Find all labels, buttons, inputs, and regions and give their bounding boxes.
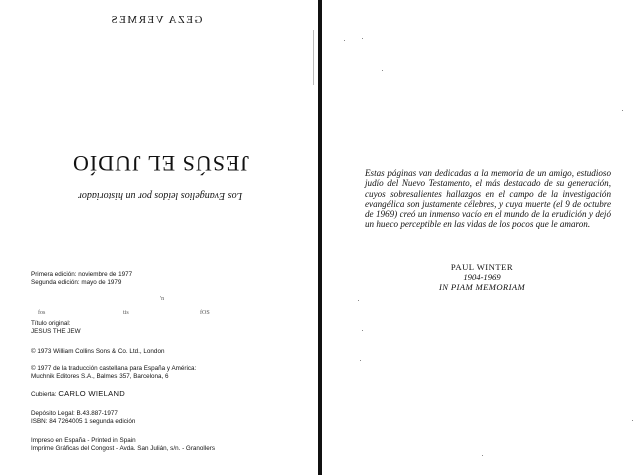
right-page [322,0,638,475]
printer: Imprime Gráficas del Congost - Avda. San Julián, s/n. - Granollers [31,444,215,452]
scan-speck [344,40,345,41]
cover-credit [31,390,125,399]
signature-name: PAUL WINTER [450,262,514,272]
stray-mark: fos [38,310,46,316]
scan-speck [358,300,359,301]
printed-in: Impreso en España - Printed in Spain [31,437,136,444]
book-title-inverted: JESÚS EL JUDÍO [71,151,249,176]
author-name-mirrored: GEZA VERMES [109,14,203,26]
signature-years: 1904-1969 [463,272,501,282]
left-page [0,0,318,475]
scan-speck [622,110,623,111]
dedication-text: Estas páginas van dedicadas a la memoria de un amigo, estudioso judío del Nuevo Testamento, el más destacado de su generación, cuyos sobresalientes hallazgos en el campo de la investigación evangélica son justamente célebres, y cuya muerte (el 9 de octubre de 1969) creó un inmenso vacío en el mundo de la erudición y dejó un hueco perceptible en las vidas de los pocos que le amaron. [365,168,611,230]
original-title-label: Título original: [31,320,71,327]
scan-speck [362,330,363,331]
legal-info [31,410,135,426]
book-subtitle-inverted: Los Evangelios leídos por un historiador [77,190,243,201]
isbn: ISBN: 84 7264005 1 segunda edición [31,417,136,425]
printer-info [31,437,215,453]
signature-memoriam: IN PIAM MEMORIAM [438,282,526,292]
scan-speck [382,70,383,71]
stray-mark: tis [123,310,129,316]
legal-deposit: Depósito Legal: B.43.887-1977 [31,410,118,417]
scan-speck [632,420,633,421]
original-title-block [31,320,81,336]
stray-mark: 'n [160,296,165,302]
copyright-translation: © 1977 de la traducción castellana para España y América: Muchnik Editores S.A., Balmes 357, Barcelona, 6 [31,365,197,380]
page-edge-mark [313,30,314,85]
scan-speck [482,455,483,456]
cover-label: Cubierta: [31,391,57,398]
cover-artist: CARLO WIELAND [58,389,126,398]
first-edition: Primera edición: noviembre de 1977 [31,271,133,278]
copyright-original: © 1973 William Collins Sons & Co. Ltd., London [31,348,165,355]
edition-info [31,271,132,287]
stray-mark: fOS [200,310,210,316]
scan-speck [362,38,363,39]
second-edition: Segunda edición: mayo de 1979 [31,278,122,286]
scan-speck [360,360,361,361]
original-title: JESUS THE JEW [31,327,81,335]
